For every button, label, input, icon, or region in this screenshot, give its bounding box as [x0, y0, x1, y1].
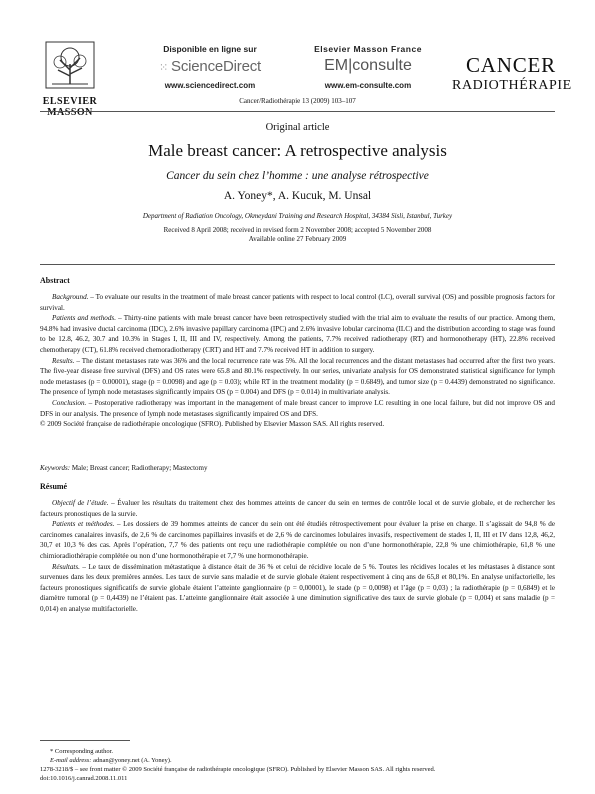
online-date: Available online 27 February 2009 — [248, 235, 347, 243]
footnote-star: * — [50, 748, 54, 755]
article-subtitle: Cancer du sein chez l’homme : une analyse rétrospective — [166, 170, 429, 182]
publisher-name-2: MASSON — [47, 107, 93, 118]
corresponding-author — [40, 747, 340, 756]
corr-text: Corresponding author. — [53, 748, 114, 755]
front-matter — [40, 765, 555, 783]
conclusion-label: Conclusion. — [52, 398, 87, 407]
results-label: Results. — [52, 356, 75, 365]
methods-text: – Thirty-nine patients with male breast cancer have been retrospectively studied with the trial aim to evaluate the results of our practice. Among them, 94.8% had invasive ductal carcinoma (IDC), 2.6% invasive papillary carcinoma (IPC) and 2.6% invasive lobular carcinoma (ILC) and the distribution according to stage was found to be 12.8, 46.2, 30.7 and 10.3% in Stages I, II, III and IV, respectively. Among the patients, 7.7% received radiotherapy (RT) and hormonotherapy (HT), 22.8% received chemotherapy (CT), 61.8% received chemoradiotherapy (CRT) and HT and 7.7% received HT in addition to surgery. — [40, 314, 555, 354]
received-dates: Received 8 April 2008; received in revised form 2 November 2008; accepted 5 November 2008 — [163, 226, 432, 234]
resume-heading: Résumé — [40, 482, 68, 491]
footnote-divider — [40, 740, 130, 741]
sd-dots-icon: ⁙ — [159, 62, 169, 74]
keywords — [40, 464, 208, 472]
publisher-logo — [40, 40, 100, 118]
resume-patients — [40, 519, 555, 561]
background-label: Background. — [52, 293, 89, 301]
tree-logo-icon — [44, 40, 96, 90]
abstract-heading: Abstract — [40, 276, 70, 285]
email-link[interactable]: adnan@yoney.net — [91, 757, 140, 764]
email-tail: (A. Yoney). — [139, 757, 172, 764]
article-type: Original article — [265, 122, 330, 133]
doi-link[interactable]: doi:10.1016/j.canrad.2008.11.011 — [40, 775, 128, 782]
em-url[interactable]: www.em-consulte.com — [324, 81, 412, 90]
emconsulte-block — [298, 44, 438, 90]
sd-available-text: Disponible en ligne sur — [163, 44, 257, 54]
resume-body — [40, 498, 555, 615]
patients-label: Patients et méthodes. — [52, 520, 115, 529]
emconsulte-logo: EM|consulte — [324, 57, 412, 74]
header-divider — [40, 111, 555, 112]
resultats-label: Résultats. — [52, 562, 80, 571]
background-text: – To evaluate our results in the treatment of male breast cancer patients with respect to local control (LC), overall survival (OS) and possible prognosis factors for survival. — [40, 293, 555, 312]
journal-logo — [452, 54, 570, 94]
abstract-results — [40, 356, 555, 398]
affiliation: Department of Radiation Oncology, Okmeydani Training and Research Hospital, 34384 Sisli, Istanbul, Turkey — [142, 212, 453, 220]
keywords-label: Keywords: — [40, 464, 71, 472]
article-title: Male breast cancer: A retrospective analysis — [148, 141, 447, 160]
authors: A. Yoney*, A. Kucuk, M. Unsal — [223, 190, 372, 202]
abstract-conclusion — [40, 398, 555, 419]
objectif-text: – Évaluer les résultats du traitement chez des hommes atteints de cancer du sein en termes de contrôle local et de survie globale, et de rechercher les facteurs pronostiques de la survie. — [40, 499, 556, 518]
publisher-name-1: ELSEVIER — [42, 96, 98, 107]
abstract-methods — [40, 313, 555, 355]
abstract-top-divider — [40, 264, 555, 265]
patients-text: – Les dossiers de 39 hommes atteints de cancer du sein ont été étudiés rétrospectivement pour évaluer la prise en charge. Il s’agissait de 94,8 % de carcinomes canalaires invasifs, de 2,6 % de carcinomes papillaires invasifs et de 2,6 % de carcinomes lobulaires invasifs, respectivement de stades I, II, III et IV dans 12,8, 46,2, 30,7 et 10,3 % des cas. Après l’opération, 7,7 % des patients ont reçu une radiothérapie complétée ou non d’une hormonothérapie, 22,8 % une chimiothérapie, 61,8 % une chimioradiothérapie complétée ou non d’une hormonothérapie et 7,7 % une hormonothérapie. — [40, 520, 555, 560]
methods-label: Patients and methods. — [52, 314, 116, 323]
email-line — [40, 756, 340, 765]
objectif-label: Objectif de l’étude. — [52, 499, 109, 507]
journal-reference: Cancer/Radiothérapie 13 (2009) 103–107 — [239, 97, 356, 105]
sciencedirect-logo — [140, 58, 280, 75]
footnote — [40, 747, 340, 765]
resume-resultats — [40, 562, 555, 615]
conclusion-text: – Postoperative radiotherapy was important in the management of male breast cancer to improve LC resulting in one local failure, but did not improve OS and DFS in our analysis. The presence of lymph node metastases significantly impaired OS and DFS. — [40, 398, 555, 418]
resume-objectif — [40, 498, 555, 519]
sciencedirect-block — [140, 44, 280, 90]
em-title: Elsevier Masson France — [314, 44, 422, 54]
sd-url[interactable]: www.sciencedirect.com — [164, 81, 256, 90]
abstract-copyright: © 2009 Société française de radiothérapie oncologique (SFRO). Published by Elsevier Masson SAS. All rights reserved. — [40, 420, 385, 429]
issn-line: 1278-3218/$ – see front matter © 2009 Société française de radiothérapie oncologique (SFRO). Published by Elsevier Masson SAS. All rights reserved. — [40, 766, 436, 773]
abstract-body — [40, 292, 555, 430]
keywords-text: Male; Breast cancer; Radiotherapy; Mastectomy — [70, 464, 208, 472]
journal-name-1: CANCER — [466, 53, 556, 77]
abstract-background — [40, 292, 555, 313]
email-label: E-mail address: — [50, 757, 92, 764]
article-dates — [0, 226, 595, 244]
journal-name-2: RADIOTHÉRAPIE — [452, 78, 572, 93]
resultats-text: – Le taux de dissémination métastatique à distance était de 36 % et celui de récidive locale de 5 %. Toutes les récidives locales et les métastases à distance sont survenues dans les deux premières années. Les taux de survie sans maladie et de survie globale étaient respectivement à cinq ans de 65,8 et 80,1%. En analyse unifactorielle, les facteurs pronostiques significatifs de survie globale étaient l’atteinte ganglionnaire (p = 0,00001), le stade (p = 0,0098) et l’âge (p = 0,03) ; la radiothérapie (p = 0,6849) et le diamètre tumoral (p = 0,4439) ne l’étaient pas. L’atteinte ganglionnaire était associée à une diminution significative des taux de survie globale (p = 0,004) et sans maladie (p = 0,014) en analyse multifactorielle. — [40, 562, 555, 613]
sd-logo-text: ScienceDirect — [171, 58, 261, 75]
results-text: – The distant metastases rate was 36% and the local recurrence rate was 5%. All the local recurrences and the distant metastases had occurred after the first two years. The five-year disease free survival (DFS) and OS rates were 65.8 and 80.1% respectively. In our series, univariate analysis for OS demonstrated statistical significance for lymph node metastases (p = 0.00001), stage (p = 0.0098) and age (p = 0.03); while RT in the treatment modality (p = 0.6849), and tumor size (p = 0.4439) demonstrated no significance. The presence of lymph node metastases significantly impairs OS (p = 0.004) and DFS (p = 0.014) in multivariate analysis. — [40, 356, 555, 397]
